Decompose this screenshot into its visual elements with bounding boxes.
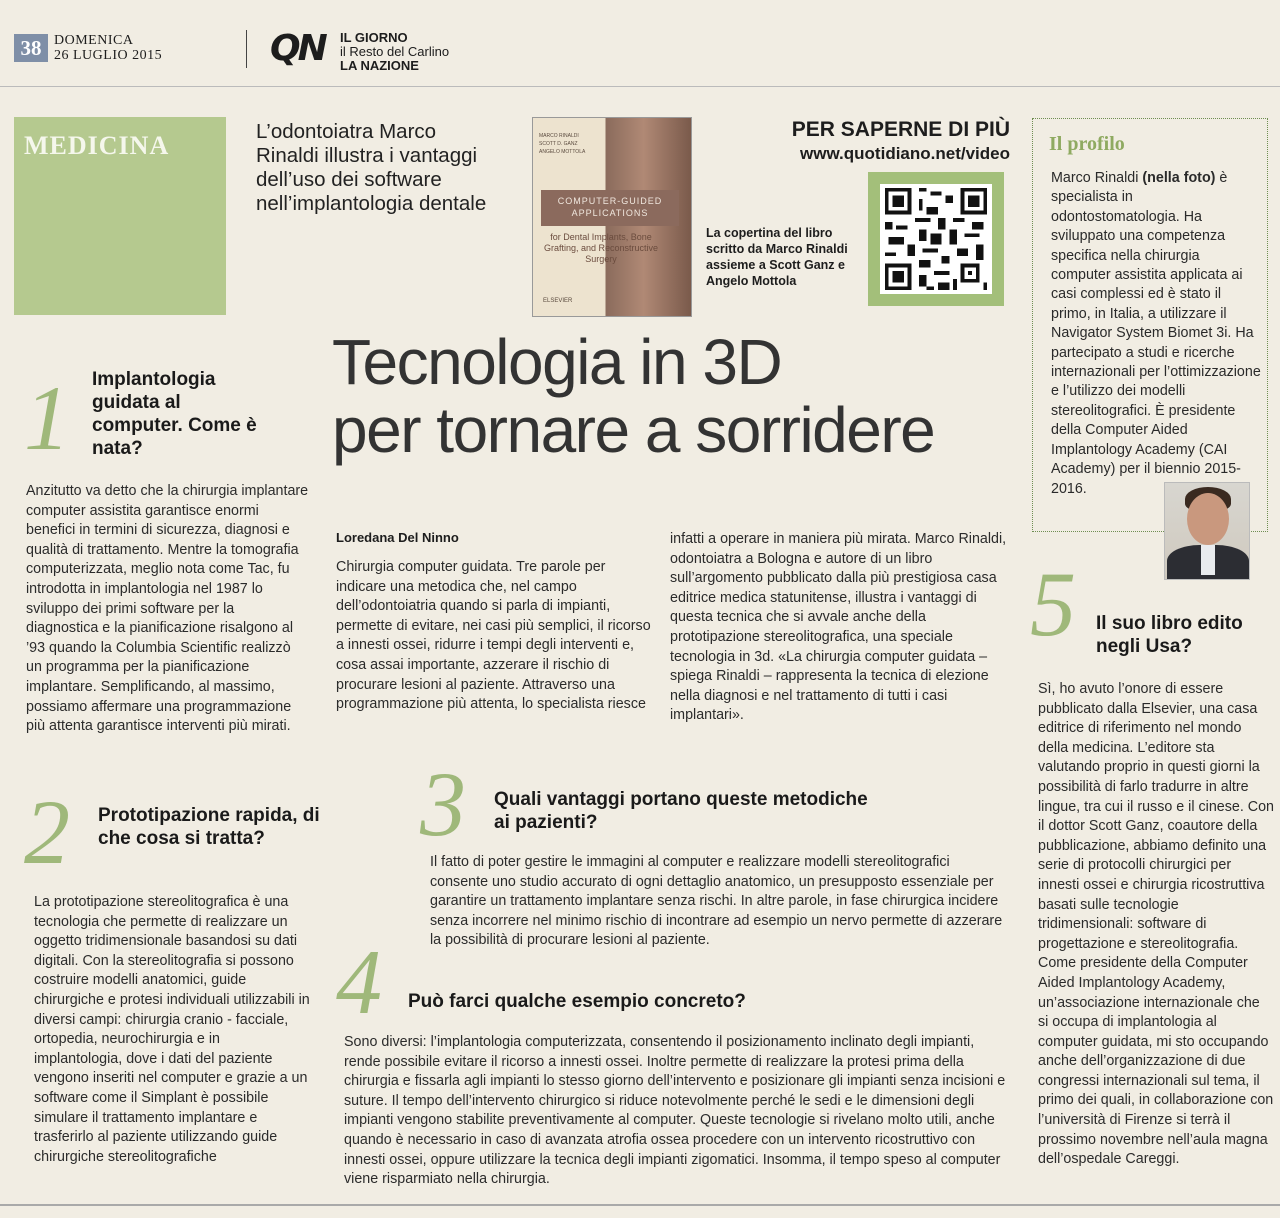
publication-names bbox=[340, 31, 449, 73]
book-authors: MARCO RINALDI SCOTT D. GANZ ANGELO MOTTOLA bbox=[539, 133, 586, 155]
book-cover-image bbox=[532, 117, 692, 317]
qn-logo: QN bbox=[270, 28, 325, 69]
byline: Loredana Del Ninno bbox=[336, 530, 459, 545]
footer-rule bbox=[0, 1204, 1280, 1206]
article-intro: L’odontoiatra Marco Rinaldi illustra i vantaggi dell’uso dei software nell’implantologia dentale bbox=[256, 120, 487, 215]
profile-photo-note: (nella foto) bbox=[1142, 170, 1216, 186]
question-4-answer: Sono diversi: l’implantologia computerizzata, consentendo il posizionamento inclinato degli impianti, rende possibile evitare il ricorso a innesti ossei. Inoltre permette di realizzare la protesi prima della chirurgia e fissarla agli impianti lo stesso giorno dell’intervento e posizionare gli impianti senza incisioni e suture. Il tempo dell’intervento chirurgico si riduce notevolmente perché le sedi e le dimensioni degli impianti vengono stabilite preventivamente al computer. Queste tecnologie si rivelano molto utili, anche quando è necessario in caso di avanzata atrofia ossea procedere con un intervento ricostruttivo con innesti ossei, oppure utilizzare la tecnica degli impianti zigomatici. Insomma, il tempo speso al computer viene risparmiato nella chirurgia. bbox=[344, 1034, 1006, 1188]
question-5-heading: Il suo libro edito negli Usa? bbox=[1096, 613, 1243, 657]
question-1-number: 1 bbox=[24, 367, 70, 469]
question-3-number: 3 bbox=[420, 753, 466, 855]
issue-date bbox=[54, 33, 162, 63]
profile-name: Marco Rinaldi bbox=[1051, 170, 1143, 186]
book-caption: La copertina del libro scritto da Marco Rinaldi assieme a Scott Ganz e Angelo Mottola bbox=[706, 226, 848, 288]
more-info-label: PER SAPERNE DI PIÙ bbox=[791, 118, 1010, 141]
question-3-answer: Il fatto di poter gestire le immagini al computer e realizzare modelli stereolitografici consente uno studio accurato di ogni dettaglio anatomico, un presupposto essenziale per garantire un trattamento implantare senza rischi. In altre parole, in fase chirurgica incidere senza incorrere nel minimo rischio di incontrare ad esempio un nervo permette di azzerare la possibilità di procurare lesioni al paziente. bbox=[430, 854, 1003, 949]
headline-line-1: Tecnologia in 3D bbox=[332, 326, 782, 398]
publication-il-giorno: IL GIORNO bbox=[340, 30, 408, 45]
header-divider bbox=[246, 30, 247, 68]
question-1-answer: Anzitutto va detto che la chirurgia implantare computer assistita garantisce enormi benefici in termini di sicurezza, diagnosi e qualità di trattamento. Mentre la tomografia computerizzata, meglio nota come Tac, fu introdotta in implantologia nel 1987 lo sviluppo dei primi software per la diagnostica e la pianificazione risalgono al ’93 quando la Columbia Scientific realizzò un programma per la pianificazione implantare. Semplificando, al massimo, possiamo affermare una programmazione più attenta garantisce interventi più mirati. bbox=[26, 483, 309, 735]
question-2-heading: Prototipazione rapida, di che cosa si tratta? bbox=[98, 805, 320, 849]
book-subtitle: for Dental Implants, Bone Grafting, and Reconstructive Surgery bbox=[543, 232, 659, 264]
profile-text bbox=[1051, 169, 1263, 499]
profile-body: è specialista in odontostomatologia. Ha sviluppato una competenza specifica nella chirurgia computer assistita applicata ai casi complessi ed è stato il primo, in Italia, a utilizzare il Navigator System Biomet 3i. Ha partecipato a studi e ricerche internazionali per l’ottimizzazione e l’utilizzo dei modelli stereolitografici. È presidente della Computer Aided Implantology Academy (CAI Academy) per il biennio 2015-2016. bbox=[1051, 170, 1261, 497]
issue-date-text: 26 LUGLIO 2015 bbox=[54, 48, 163, 63]
publication-la-nazione: LA NAZIONE bbox=[340, 58, 419, 73]
more-info-url[interactable]: www.quotidiano.net/video bbox=[800, 144, 1010, 163]
more-info bbox=[780, 118, 1010, 166]
lead-column-2: infatti a operare in maniera più mirata. Marco Rinaldi, odontoiatra a Bologna e autore di un libro sull’argomento pubblicato dalla più prestigiosa casa editrice medica statunitense, illustra i vantaggi di questa tecnica che si avvale anche della prototipazione stereolitografica, una speciale tecnologia in 3d. «La chirurgia computer guidata – spiega Rinaldi – rappresenta la tecnica di elezione nella diagnosi e nel trattamento di tutti i casi implantari». bbox=[670, 531, 1007, 724]
question-2-answer: La prototipazione stereolitografica è una tecnologia che permette di realizzare un oggetto tridimensionale basandosi su dati digitali. Con la stereolitografia si possono costruire modelli anatomici, guide chirurgiche e protesi individuali utilizzabili in diversi campi: chirurgia cranio - facciale, ortopedia, neurochirurgia e in implantologia, dove i dati del paziente vengono inseriti nel computer e grazie a un software come il Simplant è possibile simulare il trattamento implantare e trasferirlo al paziente utilizzando guide chirurgiche stereolitografiche bbox=[34, 894, 310, 1165]
profile-heading: Il profilo bbox=[1049, 133, 1125, 155]
question-2-number: 2 bbox=[24, 781, 70, 883]
question-5-number: 5 bbox=[1030, 553, 1076, 655]
issue-day: DOMENICA bbox=[54, 33, 134, 48]
question-4-heading: Può farci qualche esempio concreto? bbox=[408, 991, 746, 1012]
publication-resto-del-carlino: il Resto del Carlino bbox=[340, 44, 450, 59]
question-4-number: 4 bbox=[336, 931, 382, 1033]
section-label-box bbox=[14, 117, 226, 315]
section-label: MEDICINA bbox=[24, 131, 170, 160]
headline-line-2: per tornare a sorridere bbox=[332, 394, 935, 466]
author-photo bbox=[1164, 482, 1250, 580]
profile-box bbox=[1032, 118, 1268, 532]
header-rule bbox=[0, 86, 1280, 87]
article-headline bbox=[332, 328, 1032, 464]
page-number: 38 bbox=[14, 34, 48, 62]
book-title: COMPUTER-GUIDED APPLICATIONS bbox=[541, 190, 679, 226]
qr-code-icon bbox=[880, 184, 992, 294]
question-5-answer: Sì, ho avuto l’onore di essere pubblicato dalla Elsevier, una casa editrice di riferimento nel mondo della medicina. L’editore sta valutando proprio in questi giorni la possibilità di farlo tradurre in altre lingue, tra cui il russo e il cinese. Con il dottor Scott Ganz, coautore della pubblicazione, abbiamo definito una serie di protocolli chirurgici per innesti ossei e chirurgia ricostruttiva basati sulle tecnologie tridimensionali: software di progettazione e stereolitografia. Come presidente della Computer Aided Implantology Academy, un’associazione internazionale che si occupa di implantologia al computer guidata, mi sto occupando anche dell’organizzazione di due congressi internazionali sul tema, il primo dei quali, in collaborazione con l’università di Firenze si terrà il prossimo novembre nell’aula magna dell’ospedale Careggi. bbox=[1038, 681, 1275, 1168]
lead-column-1: Chirurgia computer guidata. Tre parole per indicare una metodica che, nel campo dell’odontoiatria quando si parla di impianti, permette di evitare, nei casi più semplici, il ricorso a innesti ossei, ridurre i tempi degli interventi e, cosa assai importante, azzerare il rischio di procurare lesioni al paziente. Attraverso una programmazione più attenta, lo specialista riesce bbox=[336, 559, 651, 713]
question-1-heading: Implantologia guidata al computer. Come è nata? bbox=[92, 369, 257, 459]
question-3-heading: Quali vantaggi portano queste metodiche ai pazienti? bbox=[494, 789, 868, 833]
qr-code[interactable] bbox=[868, 172, 1004, 306]
book-publisher: ELSEVIER bbox=[543, 298, 573, 304]
